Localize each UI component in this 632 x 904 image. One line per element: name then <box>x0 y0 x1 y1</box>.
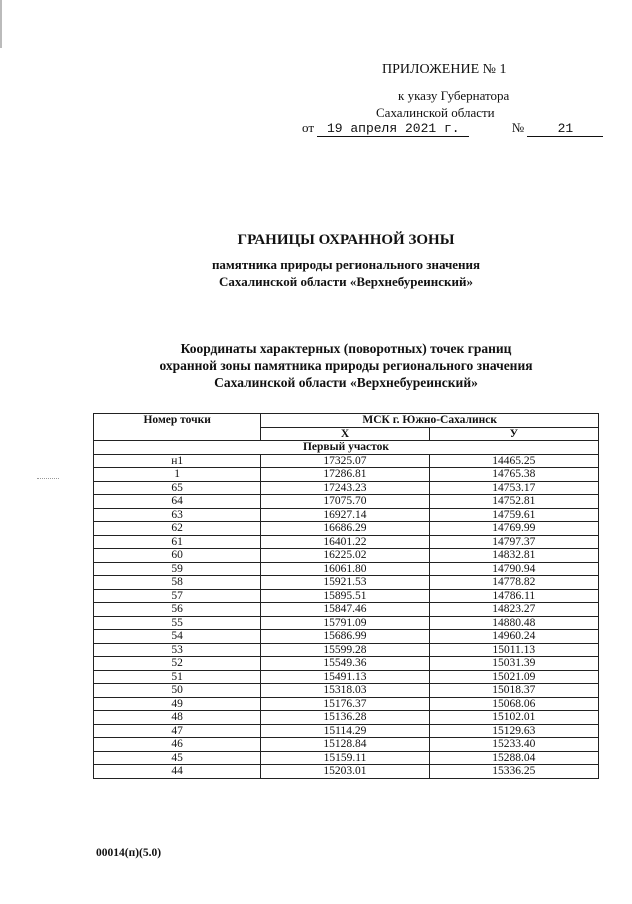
cell-point: 46 <box>94 738 261 752</box>
section-row: Первый участок <box>94 441 599 455</box>
cell-y: 14797.37 <box>429 535 598 549</box>
cell-point: 50 <box>94 684 261 698</box>
table-row <box>94 751 599 765</box>
cell-point: 63 <box>94 508 261 522</box>
cell-x: 17243.23 <box>261 481 429 495</box>
cell-x: 16225.02 <box>261 549 429 563</box>
cell-point: 60 <box>94 549 261 563</box>
annex-title: ПРИЛОЖЕНИЕ № 1 <box>382 62 507 77</box>
table-title-line-2: охранной зоны памятника природы регионального значения <box>159 358 533 373</box>
cell-x: 17075.70 <box>261 495 429 509</box>
table-row <box>94 468 599 482</box>
table-row <box>94 630 599 644</box>
header-x: X <box>261 427 429 441</box>
table-row <box>94 684 599 698</box>
annex-line-2: Сахалинской области <box>376 105 495 120</box>
cell-x: 15599.28 <box>261 643 429 657</box>
cell-y: 15011.13 <box>429 643 598 657</box>
cell-x: 16401.22 <box>261 535 429 549</box>
cell-x: 16061.80 <box>261 562 429 576</box>
date-value: 19 апреля 2021 г. <box>317 121 469 137</box>
cell-point: 65 <box>94 481 261 495</box>
cell-x: 17286.81 <box>261 468 429 482</box>
table-row <box>94 522 599 536</box>
cell-x: 15114.29 <box>261 724 429 738</box>
cell-x: 15921.53 <box>261 576 429 590</box>
cell-y: 14465.25 <box>429 454 598 468</box>
cell-x: 15318.03 <box>261 684 429 698</box>
cell-point: 64 <box>94 495 261 509</box>
cell-x: 15128.84 <box>261 738 429 752</box>
cell-y: 14753.17 <box>429 481 598 495</box>
cell-point: 49 <box>94 697 261 711</box>
table-row <box>94 616 599 630</box>
cell-y: 15031.39 <box>429 657 598 671</box>
subtitle-line-2: Сахалинской области «Верхнебуреинский» <box>219 274 473 289</box>
cell-y: 15021.09 <box>429 670 598 684</box>
cell-point: 62 <box>94 522 261 536</box>
table-row <box>94 495 599 509</box>
footer-code: 00014(п)(5.0) <box>96 847 162 859</box>
cell-point: 1 <box>94 468 261 482</box>
cell-point: 51 <box>94 670 261 684</box>
cell-point: 52 <box>94 657 261 671</box>
table-row <box>94 535 599 549</box>
table-row <box>94 576 599 590</box>
table-row <box>94 603 599 617</box>
cell-y: 14786.11 <box>429 589 598 603</box>
coordinates-table <box>93 413 599 779</box>
date-prefix: от <box>302 120 315 135</box>
header-point-number: Номер точки <box>94 414 261 441</box>
table-title <box>40 340 632 391</box>
cell-y: 15068.06 <box>429 697 598 711</box>
cell-y: 15288.04 <box>429 751 598 765</box>
cell-x: 15203.01 <box>261 765 429 779</box>
cell-y: 14778.82 <box>429 576 598 590</box>
cell-y: 15018.37 <box>429 684 598 698</box>
cell-point: н1 <box>94 454 261 468</box>
cell-y: 14752.81 <box>429 495 598 509</box>
cell-x: 15176.37 <box>261 697 429 711</box>
cell-x: 15549.36 <box>261 657 429 671</box>
scan-edge <box>0 0 2 48</box>
table-row <box>94 481 599 495</box>
cell-y: 14960.24 <box>429 630 598 644</box>
document-title: ГРАНИЦЫ ОХРАННОЙ ЗОНЫ <box>237 232 455 248</box>
table-row <box>94 454 599 468</box>
cell-x: 15136.28 <box>261 711 429 725</box>
header-coordinate-system: МСК г. Южно-Сахалинск <box>261 414 599 428</box>
cell-point: 57 <box>94 589 261 603</box>
cell-y: 14880.48 <box>429 616 598 630</box>
cell-y: 14790.94 <box>429 562 598 576</box>
cell-x: 15791.09 <box>261 616 429 630</box>
cell-y: 15233.40 <box>429 738 598 752</box>
cell-point: 58 <box>94 576 261 590</box>
cell-y: 15102.01 <box>429 711 598 725</box>
cell-x: 15895.51 <box>261 589 429 603</box>
cell-point: 59 <box>94 562 261 576</box>
table-row <box>94 562 599 576</box>
cell-x: 15847.46 <box>261 603 429 617</box>
document-subtitle <box>40 256 632 290</box>
cell-point: 47 <box>94 724 261 738</box>
cell-y: 15129.63 <box>429 724 598 738</box>
cell-x: 17325.07 <box>261 454 429 468</box>
cell-y: 14769.99 <box>429 522 598 536</box>
cell-point: 54 <box>94 630 261 644</box>
cell-point: 53 <box>94 643 261 657</box>
cell-y: 14759.61 <box>429 508 598 522</box>
table-row <box>94 549 599 563</box>
table-row <box>94 670 599 684</box>
number-value: 21 <box>527 121 603 137</box>
cell-point: 48 <box>94 711 261 725</box>
table-row <box>94 643 599 657</box>
table-title-line-3: Сахалинской области «Верхнебуреинский» <box>214 375 478 390</box>
cell-y: 14765.38 <box>429 468 598 482</box>
cell-x: 15686.99 <box>261 630 429 644</box>
header-y: У <box>429 427 598 441</box>
cell-y: 14832.81 <box>429 549 598 563</box>
cell-y: 14823.27 <box>429 603 598 617</box>
cell-point: 44 <box>94 765 261 779</box>
annex-date-row <box>302 120 612 137</box>
cell-y: 15336.25 <box>429 765 598 779</box>
cell-x: 15159.11 <box>261 751 429 765</box>
cell-point: 56 <box>94 603 261 617</box>
table-title-line-1: Координаты характерных (поворотных) точек границ <box>180 341 512 356</box>
table-row <box>94 657 599 671</box>
cell-point: 45 <box>94 751 261 765</box>
table-row <box>94 738 599 752</box>
table-row <box>94 724 599 738</box>
cell-x: 16927.14 <box>261 508 429 522</box>
table-row <box>94 589 599 603</box>
table-row <box>94 711 599 725</box>
table-row <box>94 697 599 711</box>
table-body <box>94 454 599 778</box>
table-row <box>94 765 599 779</box>
subtitle-line-1: памятника природы регионального значения <box>211 257 481 272</box>
table-row <box>94 508 599 522</box>
number-prefix: № <box>511 120 525 135</box>
cell-point: 55 <box>94 616 261 630</box>
cell-point: 61 <box>94 535 261 549</box>
cell-x: 16686.29 <box>261 522 429 536</box>
scan-mark <box>37 478 59 479</box>
annex-line-1: к указу Губернатора <box>398 88 510 103</box>
cell-x: 15491.13 <box>261 670 429 684</box>
